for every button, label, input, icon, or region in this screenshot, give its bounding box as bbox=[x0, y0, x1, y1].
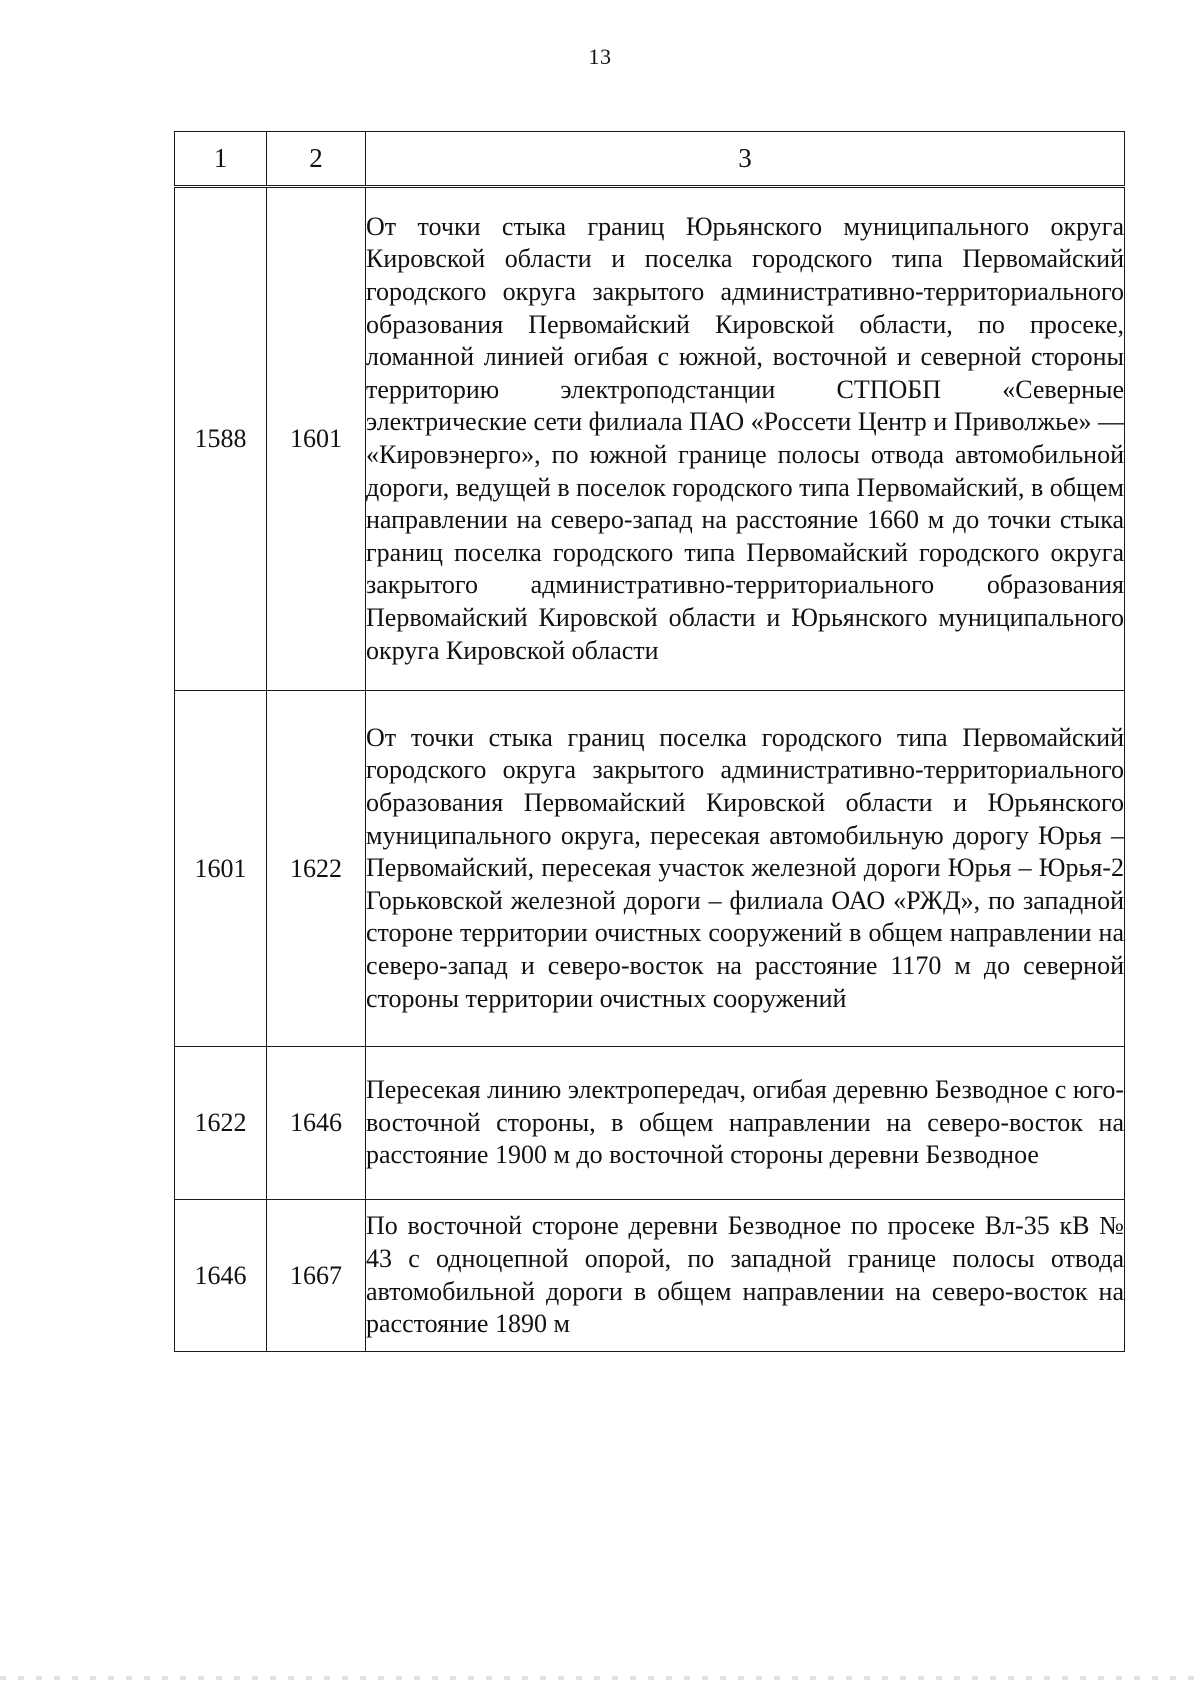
scan-edge-artifact bbox=[0, 1676, 1200, 1680]
table-row bbox=[175, 1047, 1125, 1200]
column-header-3: 3 bbox=[366, 132, 1125, 187]
boundary-description-text: По восточной стороне деревни Безводное по просеке Вл-35 кВ № 43 с одноцепной опорой, по западной границе полосы отвода автомобильной дороги в общем направлении на северо-восток на расстояние 1890 м bbox=[366, 1211, 1124, 1339]
boundary-description-text: От точки стыка границ Юрьянского муниципального округа Кировской области и поселка городского типа Первомайский городского округа закрытого административно-территориального образования Первомайский Кировской области, по просеке, ломанной линией огибая с южной, восточной и северной стороны территорию электроподстанции СТПОБП «Северные электрические сети филиала ПАО «Россети Центр и Приволжье» — «Кировэнерго», по южной границе полосы отвода автомобильной дороги, ведущей в поселок городского типа Первомайский, в общем направлении на северо-запад на расстояние 1660 м до точки стыка границ поселка городского типа Первомайский городского округа закрытого административно-территориального образования Первомайский Кировской области и Юрьянского муниципального округа Кировской области bbox=[366, 211, 1124, 665]
boundary-description-text: Пересекая линию электропередач, огибая деревню Безводное с юго-восточной стороны, в общем направлении на северо-восток на расстояние 1900 м до восточной стороны деревни Безводное bbox=[366, 1075, 1124, 1170]
page-number: 13 bbox=[588, 44, 612, 69]
point-to: 1667 bbox=[267, 1200, 366, 1352]
boundary-description bbox=[366, 187, 1125, 691]
point-from: 1622 bbox=[175, 1047, 267, 1200]
boundary-description bbox=[366, 1047, 1125, 1200]
point-to: 1601 bbox=[267, 187, 366, 691]
column-header-2: 2 bbox=[267, 132, 366, 187]
point-from: 1588 bbox=[175, 187, 267, 691]
table-row bbox=[175, 691, 1125, 1047]
table-row bbox=[175, 1200, 1125, 1352]
column-header-1: 1 bbox=[175, 132, 267, 187]
point-from: 1646 bbox=[175, 1200, 267, 1352]
point-from: 1601 bbox=[175, 691, 267, 1047]
boundary-description-table bbox=[174, 131, 1125, 1352]
boundary-description bbox=[366, 1200, 1125, 1352]
boundary-description-text: От точки стыка границ поселка городского типа Первомайский городского округа закрытого административно-территориального образования Первомайский Кировской области и Юрьянского муниципального округа, пересекая автомобильную дорогу Юрья – Первомайский, пересекая участок железной дороги Юрья – Юрья-2 Горьковской железной дороги – филиала ОАО «РЖД», по западной стороне территории очистных сооружений в общем направлении на северо-запад и северо-восток на расстояние 1170 м до северной стороны территории очистных сооружений bbox=[366, 722, 1124, 1013]
point-to: 1646 bbox=[267, 1047, 366, 1200]
boundary-description bbox=[366, 691, 1125, 1047]
point-to: 1622 bbox=[267, 691, 366, 1047]
table-row bbox=[175, 187, 1125, 691]
table-header-row bbox=[175, 132, 1125, 187]
